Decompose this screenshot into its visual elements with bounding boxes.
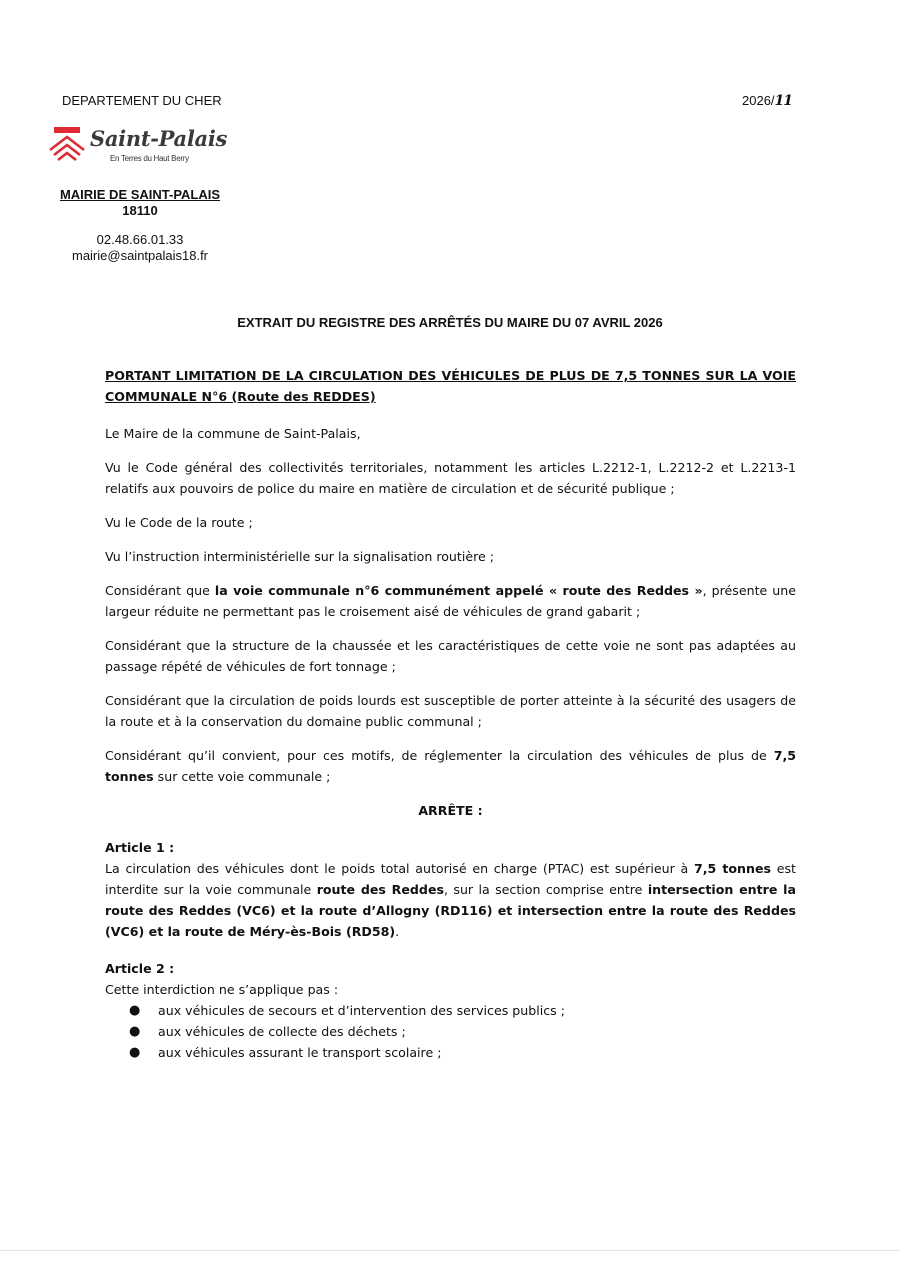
mairie-title: MAIRIE DE SAINT-PALAIS xyxy=(59,187,221,202)
list-item-text: aux véhicules de secours et d’intervention des services publics ; xyxy=(158,1003,565,1018)
considerant-paragraph-2: Considérant que la structure de la chaussée et les caractéristiques de cette voie ne sont pas adaptées au passage répété de véhicules de fort tonnage ; xyxy=(105,638,796,674)
article-1-text-1: La circulation des véhicules dont le poids total autorisé en charge (PTAC) est supérieur à xyxy=(105,861,694,876)
article-1-bold-1: 7,5 tonnes xyxy=(693,861,772,876)
vu-cgct-paragraph: Vu le Code général des collectivités territoriales, notamment les articles L.2212-1, L.2212-2 et L.2213-1 relatifs aux pouvoirs de police du maire en matière de circulation et de sécurité publique ; xyxy=(105,460,796,496)
decree-body xyxy=(105,365,796,1063)
article-1-title: Article 1 : xyxy=(105,840,175,855)
exemption-list xyxy=(105,1000,796,1063)
article-1-bold-3: intersection entre la route des Reddes (VC6) et la route d’Allogny (RD116) et intersection entre la route des Reddes (VC6) et la route de Méry-ès-Bois (RD58) xyxy=(105,882,796,939)
email-address: mairie@saintpalais18.fr xyxy=(71,248,209,263)
vu-code-route-paragraph: Vu le Code de la route ; xyxy=(105,515,253,530)
municipality-logo xyxy=(48,126,248,170)
considerant-paragraph-4 xyxy=(105,745,796,787)
article-1-body xyxy=(105,858,796,942)
article-1-text-4: . xyxy=(395,924,400,939)
logo-tagline: En Terres du Haut Berry xyxy=(110,154,189,163)
article-2-title: Article 2 : xyxy=(105,961,175,976)
intro-paragraph: Le Maire de la commune de Saint-Palais, xyxy=(105,426,361,441)
decree-subject: PORTANT LIMITATION DE LA CIRCULATION DES VÉHICULES DE PLUS DE 7,5 TONNES SUR LA VOIE COMMUNALE N°6 (Route des REDDES) xyxy=(105,368,796,404)
page-bottom-edge xyxy=(0,1250,900,1251)
phone-number: 02.48.66.01.33 xyxy=(96,232,184,247)
article-1-text-3: , sur la section comprise entre xyxy=(443,882,648,897)
list-item xyxy=(105,1021,796,1042)
bullet-icon: ● xyxy=(129,1003,141,1018)
considerant-4-bold: 7,5 tonnes xyxy=(105,748,796,784)
considerant-1-bold: la voie communale n°6 communément appelé « route des Reddes » xyxy=(214,583,703,598)
considerant-1-text-a: Considérant que xyxy=(105,583,215,598)
arrete-heading: ARRÊTE : xyxy=(418,803,483,818)
department-label: DEPARTEMENT DU CHER xyxy=(62,93,222,108)
vu-instruction-paragraph: Vu l’instruction interministérielle sur la signalisation routière ; xyxy=(105,549,494,564)
considerant-4-text-c: sur cette voie communale ; xyxy=(153,769,331,784)
reference-handwritten: 11 xyxy=(774,93,793,109)
logo-name: Saint-Palais xyxy=(90,126,228,151)
list-item xyxy=(105,1042,796,1063)
bullet-icon: ● xyxy=(129,1024,141,1039)
postal-code: 18110 xyxy=(122,203,158,218)
document-title: EXTRAIT DU REGISTRE DES ARRÊTÉS DU MAIRE DU 07 AVRIL 2026 xyxy=(237,315,663,330)
considerant-4-text-a: Considérant qu’il convient, pour ces motifs, de réglementer la circulation des véhicules de plus de xyxy=(105,748,774,763)
considerant-paragraph-1 xyxy=(105,580,796,622)
roof-emblem-icon xyxy=(48,126,88,166)
list-item xyxy=(105,1000,796,1021)
decree-reference xyxy=(742,93,792,109)
bullet-icon: ● xyxy=(129,1045,141,1060)
article-1-text-2: est interdite sur la voie communale xyxy=(105,861,796,897)
reference-printed: 2026/ xyxy=(742,93,775,108)
considerant-1-text-c: , présente une largeur réduite ne permettant pas le croisement aisé de véhicules de grand gabarit ; xyxy=(105,583,796,619)
article-1-bold-2: route des Reddes xyxy=(316,882,444,897)
article-2-intro: Cette interdiction ne s’applique pas : xyxy=(105,982,339,997)
list-item-text: aux véhicules assurant le transport scolaire ; xyxy=(158,1045,442,1060)
considerant-paragraph-3: Considérant que la circulation de poids lourds est susceptible de porter atteinte à la sécurité des usagers de la route et à la conservation du domaine public communal ; xyxy=(105,693,796,729)
list-item-text: aux véhicules de collecte des déchets ; xyxy=(158,1024,406,1039)
